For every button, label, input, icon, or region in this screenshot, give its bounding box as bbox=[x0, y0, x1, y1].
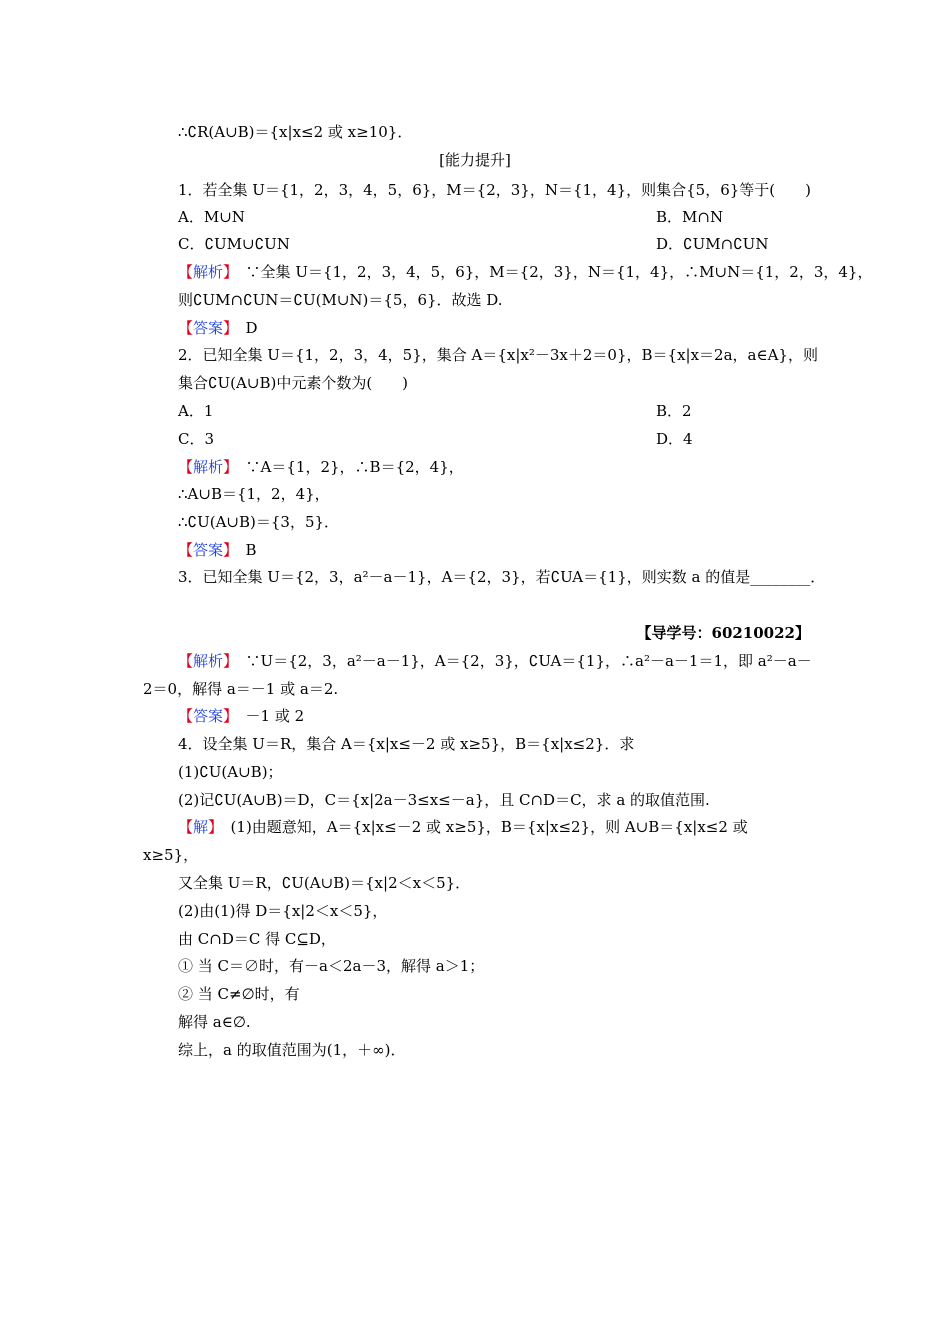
label-tag-text: 解析 bbox=[193, 458, 224, 476]
label-tag-text: 答案 bbox=[193, 707, 224, 725]
tagged-content: －1 或 2 bbox=[230, 707, 305, 725]
label-tag-text: 答案 bbox=[193, 319, 224, 337]
label-tag: 【解析】 bbox=[178, 652, 231, 670]
label-tag-text: 答案 bbox=[193, 541, 224, 559]
tagged-line bbox=[178, 262, 872, 282]
text-line: ∴A∪B＝{1，2，4}， bbox=[178, 485, 330, 503]
option-left: C．∁UM∪∁UN bbox=[178, 235, 290, 253]
tagged-line bbox=[178, 540, 257, 560]
label-tag: 【答案】 bbox=[178, 707, 231, 725]
tagged-content: B bbox=[230, 541, 257, 559]
text-line: 集合∁U(A∪B)中元素个数为( ) bbox=[178, 374, 409, 392]
tagged-line bbox=[178, 318, 258, 338]
tagged-content: (1)由题意知，A＝{x|x≤－2 或 x≥5}，B＝{x|x≤2}，则 A∪B＝{x|x≤2 或 bbox=[215, 818, 748, 836]
tagged-line bbox=[178, 817, 748, 837]
option-row bbox=[178, 401, 778, 421]
option-left: A．M∪N bbox=[178, 208, 245, 226]
option-right: D．∁UM∩∁UN bbox=[656, 235, 769, 253]
label-tag: 【答案】 bbox=[178, 319, 231, 337]
tagged-content: ∵U＝{2，3，a²－a－1}，A＝{2，3}，∁UA＝{1}，∴a²－a－1＝1，即 a²－a－ bbox=[230, 652, 812, 670]
option-right: B．2 bbox=[656, 402, 692, 420]
option-row bbox=[178, 234, 778, 254]
label-tag: 【答案】 bbox=[178, 541, 231, 559]
option-left: A．1 bbox=[178, 402, 214, 420]
label-tag: 【解】 bbox=[178, 818, 216, 836]
text-line: 解得 a∈∅. bbox=[178, 1013, 251, 1031]
tagged-line bbox=[178, 457, 464, 477]
text-line: 又全集 U＝R，∁U(A∪B)＝{x|2＜x＜5}． bbox=[178, 874, 471, 892]
text-line: 2＝0，解得 a＝－1 或 a＝2. bbox=[143, 680, 339, 698]
option-right: B．M∩N bbox=[656, 208, 724, 226]
text-line: ∴∁U(A∪B)＝{3，5}． bbox=[178, 513, 340, 531]
tagged-content: ∵全集 U＝{1，2，3，4，5，6}，M＝{2，3}，N＝{1，4}，∴M∪N＝{1，2，3，4}， bbox=[230, 263, 873, 281]
text-line: 1．若全集 U＝{1，2，3，4，5，6}，M＝{2，3}，N＝{1，4}，则集合{5，6}等于( ) bbox=[178, 181, 812, 199]
tagged-line bbox=[178, 651, 812, 671]
label-tag-text: 解析 bbox=[193, 263, 224, 281]
label-tag-text: 解 bbox=[193, 818, 209, 836]
label-tag: 【解析】 bbox=[178, 458, 231, 476]
option-right: D．4 bbox=[656, 430, 693, 448]
tagged-content: D bbox=[230, 319, 258, 337]
text-line: x≥5}， bbox=[143, 846, 199, 864]
text-line: 综上，a 的取值范围为(1，＋∞)． bbox=[178, 1041, 406, 1059]
text-line: ∴∁R(A∪B)＝{x|x≤2 或 x≥10}． bbox=[178, 123, 413, 141]
text-line: (2)记∁U(A∪B)＝D，C＝{x|2a－3≤x≤－a}，且 C∩D＝C，求 a 的取值范围. bbox=[178, 791, 710, 809]
section-heading: [能力提升] bbox=[439, 151, 511, 169]
text-line: 3．已知全集 U＝{2，3，a²－a－1}，A＝{2，3}，若∁UA＝{1}，则实数 a 的值是________． bbox=[178, 568, 826, 586]
text-line: ② 当 C≠∅时，有 bbox=[178, 985, 300, 1003]
tagged-line bbox=[178, 706, 304, 726]
text-line: 2．已知全集 U＝{1，2，3，4，5}，集合 A＝{x|x²－3x＋2＝0}，B＝{x|x＝2a，a∈A}，则 bbox=[178, 346, 818, 364]
option-row bbox=[178, 207, 778, 227]
text-line: (1)∁U(A∪B)； bbox=[178, 763, 283, 781]
text-line: 4．设全集 U＝R，集合 A＝{x|x≤－2 或 x≥5}，B＝{x|x≤2}．求 bbox=[178, 735, 635, 753]
text-line: ① 当 C＝∅时，有－a＜2a－3，解得 a＞1； bbox=[178, 957, 485, 975]
option-left: C．3 bbox=[178, 430, 215, 448]
tagged-content: ∵A＝{1，2}，∴B＝{2，4}， bbox=[230, 458, 464, 476]
text-line: (2)由(1)得 D＝{x|2＜x＜5}， bbox=[178, 902, 388, 920]
option-row bbox=[178, 429, 778, 449]
label-tag: 【解析】 bbox=[178, 263, 231, 281]
label-tag-text: 解析 bbox=[193, 652, 224, 670]
text-line: 由 C∩D＝C 得 C⊆D， bbox=[178, 930, 336, 948]
text-line: 则∁UM∩∁UN＝∁U(M∪N)＝{5，6}．故选 D. bbox=[178, 291, 503, 309]
guide-number: 【导学号：60210022】 bbox=[636, 624, 810, 642]
